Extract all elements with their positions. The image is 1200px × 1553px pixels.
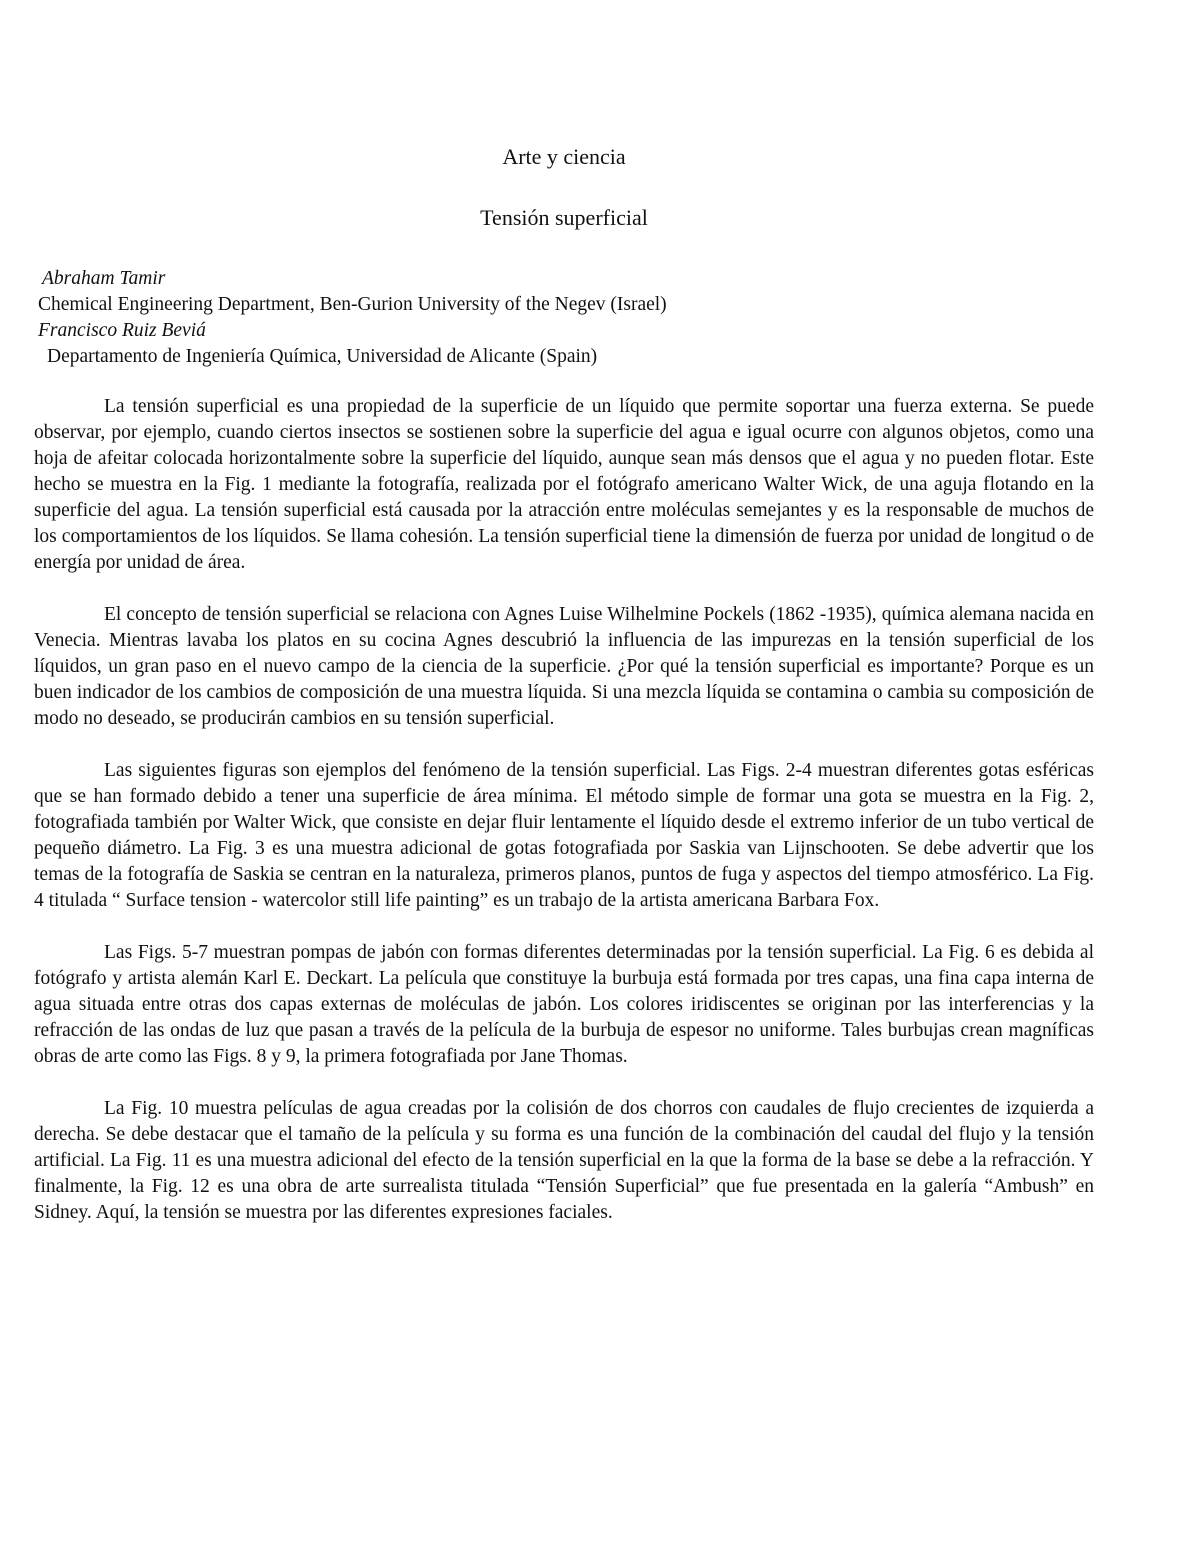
paragraph: Las siguientes figuras son ejemplos del fenómeno de la tensión superficial. Las Figs. 2-4 muestran diferentes gotas esféricas que se han formado debido a tener una superficie de área mínima. El método simple de formar una gota se muestra en la Fig. 2, fotografiada también por Walter Wick, que consiste en dejar fluir lentamente el líquido desde el extremo inferior de un tubo vertical de pequeño diámetro. La Fig. 3 es una muestra adicional de gotas fotografiada por Saskia van Lijnschooten. Se debe advertir que los temas de la fotografía de Saskia se centran en la naturaleza, primeros planos, puntos de fuga y aspectos del tiempo atmosférico. La Fig. 4 titulada “ Surface tension - watercolor still life painting” es un trabajo de la artista americana Barbara Fox. — [34, 760, 1094, 911]
author-affiliation: Departamento de Ingeniería Química, Universidad de Alicante (Spain) — [47, 346, 598, 367]
document-title: Arte y ciencia — [502, 144, 626, 169]
author-name: Francisco Ruiz Beviá — [38, 320, 206, 341]
paragraph: La tensión superficial es una propiedad de la superficie de un líquido que permite soportar una fuerza externa. Se puede observar, por ejemplo, cuando ciertos insectos se sostienen sobre la superficie del agua e igual ocurre con algunos objetos, como una hoja de afeitar colocada horizontalmente sobre la superficie del líquido, aunque sean más densos que el agua y no pueden flotar. Este hecho se muestra en la Fig. 1 mediante la fotografía, realizada por el fotógrafo americano Walter Wick, de una aguja flotando en la superficie del agua. La tensión superficial está causada por la atracción entre moléculas semejantes y es la responsable de muchos de los comportamientos de los líquidos. Se llama cohesión. La tensión superficial tiene la dimensión de fuerza por unidad de longitud o de energía por unidad de área. — [34, 396, 1094, 573]
paragraph: Las Figs. 5-7 muestran pompas de jabón con formas diferentes determinadas por la tensión superficial. La Fig. 6 es debida al fotógrafo y artista alemán Karl E. Deckart. La película que constituye la burbuja está formada por tres capas, una fina capa interna de agua situada entre otras dos capas externas de moléculas de jabón. Los colores iridiscentes se originan por las interferencias y la refracción de las ondas de luz que pasan a través de la película de la burbuja de espesor no uniforme. Tales burbujas crean magníficas obras de arte como las Figs. 8 y 9, la primera fotografiada por Jane Thomas. — [34, 942, 1094, 1067]
author-name: Abraham Tamir — [42, 268, 166, 289]
author-affiliation: Chemical Engineering Department, Ben-Gurion University of the Negev (Israel) — [38, 294, 667, 315]
paragraph: La Fig. 10 muestra películas de agua creadas por la colisión de dos chorros con caudales de flujo crecientes de izquierda a derecha. Se debe destacar que el tamaño de la película y su forma es una función de la combinación del caudal del flujo y la tensión artificial. La Fig. 11 es una muestra adicional del efecto de la tensión superficial en la que la forma de la base se debe a la refracción. Y finalmente, la Fig. 12 es una obra de arte surrealista titulada “Tensión Superficial” que fue presentada en la galería “Ambush” en Sidney. Aquí, la tensión se muestra por las diferentes expresiones faciales. — [34, 1098, 1094, 1223]
paragraph: El concepto de tensión superficial se relaciona con Agnes Luise Wilhelmine Pockels (1862 -1935), química alemana nacida en Venecia. Mientras lavaba los platos en su cocina Agnes descubrió la influencia de las impurezas en la tensión superficial de los líquidos, un gran paso en el nuevo campo de la ciencia de la superficie. ¿Por qué la tensión superficial es importante? Porque es un buen indicador de los cambios de composición de una muestra líquida. Si una mezcla líquida se contamina o cambia su composición de modo no deseado, se producirán cambios en su tensión superficial. — [34, 604, 1094, 729]
document-subtitle: Tensión superficial — [480, 205, 648, 230]
author-block — [38, 266, 1098, 370]
body-text — [34, 394, 1094, 1252]
